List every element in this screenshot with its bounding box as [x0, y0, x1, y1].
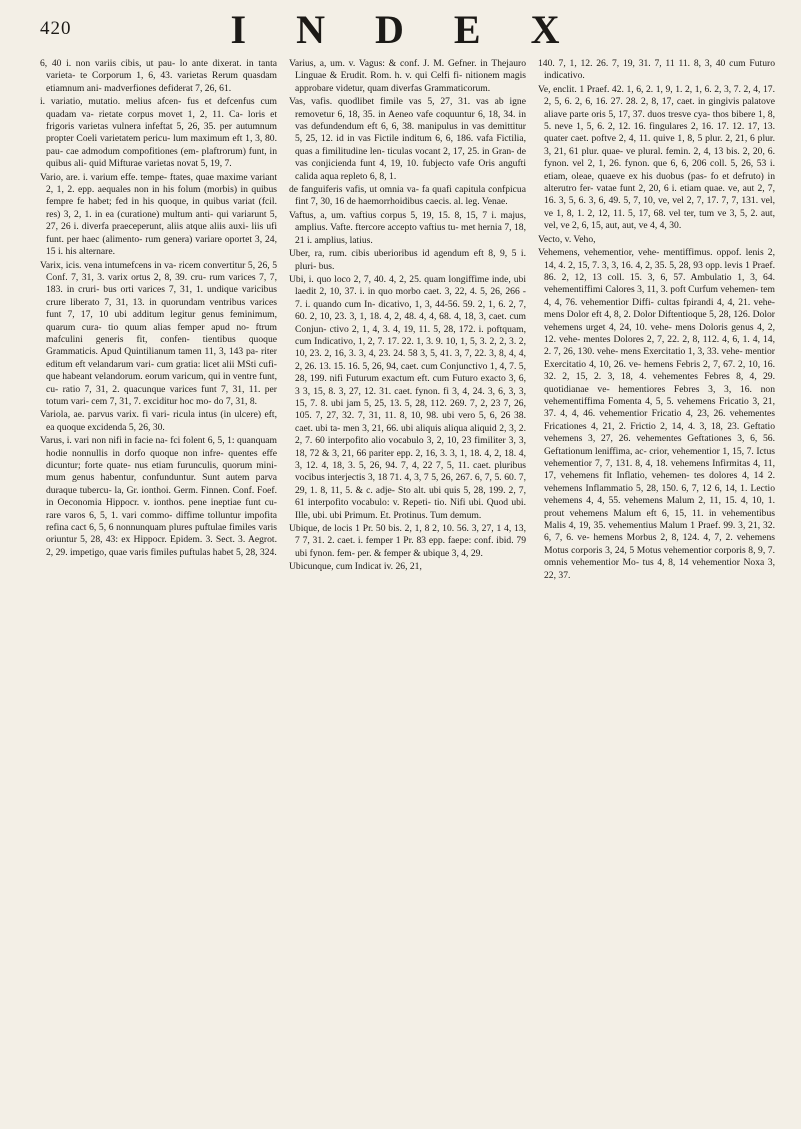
index-entry: i. variatio, mutatio. melius afcen- fus et defcenfus cum quadam va- rietate corpus movet 1, 2, 11. Ca- loris et frigoris varietas vulnera infeftat 5, 26, 35. per autumnum propter Coeli varietatem pericu- lum maximum eft 1, 3, 80. pau- cae admodum compofitiones (em- plaftrorum) funt, in quibus ali- quid Mifturae varietas novat 5, 19, 7. — [40, 96, 277, 170]
index-entry: Varus, i. vari non nifi in facie na- fci folent 6, 5, 1: quanquam hodie nonnullis in dorfo quoque non infre- quentes effe dicuntur; forte quate- nus etiam furunculis, quorum mini- mum genus habentur, confunduntur. Sunt autem parva duraque tubercu- la, Gr. ionthoi. Germ. Finnen. Conf. Foef. in Oeconomia Hippocr. v. ionthos. pene ineptiae funt cu- rare varos 6, 5, 1. vari commo- diffime tolluntur impofita refina cact 6, 5, 6 nonnunquam plures puftulae fimiles varis oriuntur 5, 28, 43: ex Hippocr. Epidem. 3. Sect. 3. Aegrot. 2, 29. impetigo, quae varis fimiles puftulas habet 5, 28, 324. — [40, 435, 277, 558]
index-column-left — [40, 58, 277, 1108]
index-entry: Vecto, v. Veho, — [538, 233, 596, 245]
index-entry: Varius, a, um. v. Vagus: & conf. J. M. Gefner. in Thejauro Linguae & Erudit. Rom. h. v. qui Celfi fi- nitionem magis approbare videtur, quam diverfas Grammaticorum. — [289, 58, 526, 94]
index-entry: 6, 40 i. non variis cibis, ut pau- lo ante dixerat. in tanta varieta- te Corporum 1, 6, 43. varietas Rerum quasdam etiamnum ani- madverfiones defiderat 7, 26, 61. — [40, 58, 277, 94]
index-entry: Vario, are. i. varium effe. tempe- ftates, quae maxime variant 2, 1, 2. epp. aequales non in his folum (morbis) in quibus fempre fe habet; fed in his quoque, in quibus variat (fcil. res) 3, 2, 1. in ea (curatione) multum anti- qui variarunt 5, 27, 26 i. diverfa praeceperunt, aliis atque aliis auxi- liis ufi funt. per haec (alimento- rum genera) variare oportet 3, 24, 15 i. his alternare. — [40, 171, 277, 258]
index-column-right — [538, 58, 775, 1108]
index-entry: Ubique, de locis 1 Pr. 50 bis. 2, 1, 8 2, 10. 56. 3, 27, 1 4, 13, 7 7, 31. 2. caet. i. femper 1 Pr. 83 epp. faepe: conf. ibid. 79 ubi fynon. fem- per. & femper & ubique 3, 4, 29. — [289, 523, 526, 559]
index-entry: Vaftus, a, um. vaftius corpus 5, 19, 15. 8, 15, 7 i. majus, amplius. Vafte. ftercore accepto vaftius tu- met hernia 7, 18, 21 i. amplius, latius. — [289, 209, 526, 246]
index-entry: Variola, ae. parvus varix. fi vari- ricula intus (in ulcere) eft, ea quoque excidenda 5, 26, 30. — [40, 409, 277, 433]
index-entry: Varix, icis. vena intumefcens in va- ricem convertitur 5, 26, 5 Conf. 7, 31, 3. varix ortus 2, 8, 39. cru- rum varices 7, 7, 183. in cruri- bus orti varices 7, 31, 1. undique varicibus crure liberato 7, 31, 13. in quorundam ventribus varices funt 7, 17, 10 ubi additum legitur genus feminimum, quarum cura- tio quum alias femper apud no- ftrum mafculini generis fit, confen- tientibus quoque Grammaticis. Apud Quintilianum tamen 11, 3, 143 pa- riter editum eft velandarum vari- cum gratia: licet alii MSti cufi- que habeant velandorum. eorum varicum, qui in ventre funt, cu- ratio 7, 31, 2. quacunque varices funt 7, 31, 11. per totum vari- cem 7, 31, 7. exciditur hoc mo- do 7, 31, 8. — [40, 259, 277, 407]
index-entry: de fanguiferis vafis, ut omnia va- fa quafi capitula confpicua fint 7, 30, 16 de haemorrhoidibus caecis. al. leg. Venae. — [289, 184, 526, 208]
index-entry: Ubicunque, cum Indicat iv. 26, 21, — [289, 561, 422, 573]
index-entry: Uber, ra, rum. cibis uberioribus id agendum eft 8, 9, 5 i. pluri- bus. — [289, 248, 526, 272]
page-header — [0, 0, 801, 58]
page-number: 420 — [40, 18, 72, 39]
index-columns — [40, 58, 775, 1108]
index-entry: Ubi, i. quo loco 2, 7, 40. 4, 2, 25. quam longiffime inde, ubi laedit 2, 10, 37. i. in quo morbo caet. 3, 22, 4. 5, 26, 266 - 7. i. quando cum In- dicativo, 1, 3, 44-56. 59. 2, 1, 6. 2, 7, 60. 2, 10, 23. 3, 1, 18. 4, 2, 48. 4, 4, 68. 4, 18, 3, caet. cum Conjun- ctivo 2, 1, 4, 3. 4, 19, 11. 5, 28, 172. i. poftquam, cum Indicativo, 1, 2, 7. 17. 22. 1, 3. 9. 10, 1, 5, 3. 2, 2, 3. 2, 10, 23. 2, 16, 3. 3, 4, 23. 24. 58 3, 5, 41. 3, 7, 22. 3, 8, 4, 4, 2, 26. 13. 15. 16. 5, 26, 94, caet. cum Conjunctivo 1, 4, 7. 5, 28, 199. nifi Futurum exactum eft. cum Futuro exacto 3, 6, 3 3, 15, 8. 3, 27, 12. 31. caet. fynon. fi 3, 4, 24. 3, 6, 3, 3, 15, 7. 8. ubi jam 5, 25, 13. 5, 28, 112. 269. 7, 2, 23 7, 26, 105. 7, 27, 32. 7, 31, 11. 8, 10, 98. ubi vero 5, 6, 26 38. caet. ubi ta- men 3, 21, 66. ubi aliquis aliqua aliquid 2, 3, 2. 2, 7. 60 interpofito alio vocabulo 3, 2, 10, 23 fimiliter 3, 3, 18, 72 & 3, 21, 66 pariter epp. 2, 16, 3. 3, 1, 18. 4, 2, 18. 4, 3, 12. 4, 18, 3. 5, 26, 94. 7, 4, 22 7, 5, 11. caet. pluribus vocibus interjectis 3, 18 71. 4, 3, 7 5, 26, 267. 6, 7, 5. 60. 7, 29, 1. 8, 11, 5. & c. adje- Sto alt. ubi quis 5, 28, 199. 2, 7, 61 interpofito vocabulo: v. Repeti- tio. Nifi ubi. Quod ubi. Ille, ubi. ubi Primum. Et. Protinus. Tum demum. — [289, 273, 526, 521]
running-head: INDEX — [230, 7, 610, 52]
index-entry: Vehemens, vehementior, vehe- mentiffimus. oppof. lenis 2, 14, 4. 2, 15, 7. 3, 3, 16. 4, 2, 35. 5, 28, 93 opp. levis 1 Praef. 86. 2, 12, 13 coll. 15. 3, 6, 57. Ambulatio 1, 3, 64. vehementiffimi Calores 3, 11, 3. poft Curfum vehemen- tem 4, 4, 76. vehementior Diffi- cultas fpirandi 4, 4, 21. vehe- mens Dolor eft 4, 8, 2. Dolor Diftentioque 5, 28, 126. Dolor vehemens urget 4, 24, 10. vehe- mens Doloris genus 4, 2, 12. vehe- mentes Dolores 2, 7, 22. 2, 8, 112. 4, 6, 1. 4, 14, 2. 7, 26, 130. vehe- mens Exercitatio 1, 3, 33. vehe- mentior Exercitatio 4, 10, 26. ve- hemens Febris 2, 7, 67. 2, 10, 16. 32. 2, 15, 2. 3, 18, 4. vehementes Febres 8, 4, 29. quotidianae ve- hementiores Febres 3, 3, 16. non vehementiffima Fomenta 4, 5, 5. vehemens Fricatio 3, 21, 37. 4, 4, 46. vehementior Fricatio 4, 23, 26. vehementes Fricationes 4, 21, 2. Frictio 2, 14, 4. 3, 18, 23. Geftatio vehemens 3, 27, 26. vehementes Geftationes 3, 6, 56. Geftationum leniffima, ac- crior, vehementior 1, 15, 7. Ictus vehementior 7, 7, 131. 8, 4, 18. vehemens Infirmitas 4, 11, 17, vehemens fit Inflatio, vehemen- tes dolores 4, 14 2. vehemens Inflammatio 5, 28, 150. 6, 7, 12 6, 14, 1. Lectio vehemens 4, 4, 55. vehemens Malum 2, 11, 15. 4, 10, 1. prout vehemens Malum eft 6, 15, 11. in vehementibus Malis 4, 19, 35. vehementius Malum 1 Praef. 99. 3, 21, 32. 6, 7, 6. ve- hemens Morbus 2, 8, 124. 4, 7, 2. vehemens Motus corporis 3, 24, 5 Motus vehementior corporis 8, 9, 7. omnis vehementior Mo- tus 4, 8, 14 vehementior Noxa 3, 22, 37. — [538, 247, 775, 581]
index-entry: Ve, enclit. 1 Praef. 42. 1, 6, 2. 1, 9, 1. 2, 1, 6. 2, 3, 7. 2, 4, 17. 2, 5, 6. 2, 6, 16. 27. 28. 2, 8, 17, caet. in gingivis palatove aliave parte oris 5, 17, 37. duos tresve cya- thos bibere 1, 8, 5. neve 1, 5, 6. 2, 12. 16. fingulares 2, 16. 17. 12. 17, 13. quater caet. poftve 2, 4, 11. quive 1, 8, 5 plur. 2, 21, 6 plur. 3, 21, 61 plur. quae- ve plural. femin. 2, 4, 13 bis. 2, 20, 6. fynon. vel 2, 1, 26. fynon. que 6, 6, 206 coll. 5, 26, 53 i. etiam, oleae, quaeve ex his duobus (pas- fo et defruto) in alterutro fer- vatae funt 2, 20, 6 i. etiam quae. ve, aut 2, 7, 16. 3, 5, 6. 3, 6, 49. 5, 7, 10, ve, vel 2, 7, 17. 7, 7, 131. vel, ve 1, 8, 1. 2, 12, 11. 5, 17, 68. vel ter, tum ve 3, 5, 2. aut, vel, ve 2, 6, 15, aut, aut, ve 4, 4, 30. — [538, 83, 775, 232]
index-entry: 140. 7, 1, 12. 26. 7, 19, 31. 7, 11 11. 8, 3, 40 cum Futuro indicativo. — [538, 58, 775, 82]
index-entry: Vas, vafis. quodlibet fimile vas 5, 27, 31. vas ab igne removetur 6, 18, 35. in Aeneo vafe coquuntur 6, 18, 34. in vas defundendum eft 6, 6, 38. manipulus in vas demittitur 5, 25, 12. id in vas Fictile inditum 6, 6, 186. vafa Fictilia, quas a fimilitudine len- ticulas vocant 2, 17, 25. in Gran- de vas conjicienda funt 4, 19, 10. fubjecto vafe Oris angufti calida aqua repleto 6, 8, 1. — [289, 96, 526, 182]
index-column-middle — [289, 58, 526, 1108]
